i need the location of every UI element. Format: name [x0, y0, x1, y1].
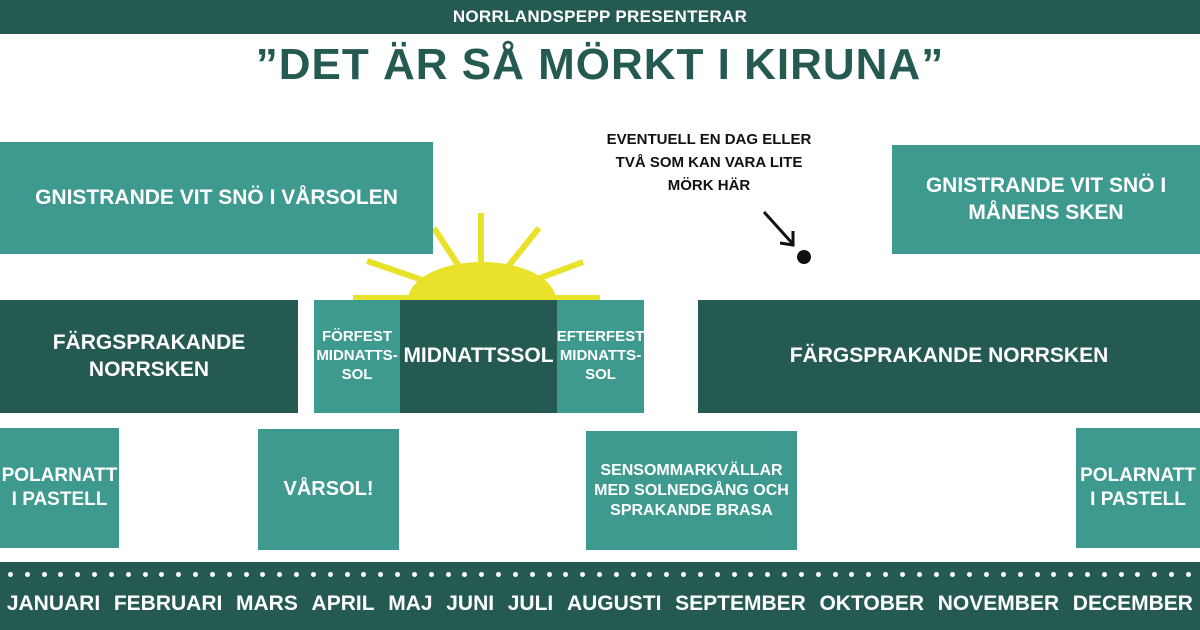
- timeline-dot: [547, 572, 552, 577]
- timeline-dot: [277, 572, 282, 577]
- timeline-dot: [42, 572, 47, 577]
- timeline-dot: [25, 572, 30, 577]
- timeline-dot: [479, 572, 484, 577]
- snow-moon-label: GNISTRANDE VIT SNÖ I MÅNENS SKEN: [925, 174, 1167, 224]
- polar-night-right-label: POLARNATT I PASTELL: [1080, 465, 1196, 510]
- timeline-dot: [513, 572, 518, 577]
- timeline-dot: [126, 572, 131, 577]
- timeline-dot: [849, 572, 854, 577]
- timeline-dot: [311, 572, 316, 577]
- timeline-dot: [260, 572, 265, 577]
- timeline-dot: [631, 572, 636, 577]
- timeline-dot: [917, 572, 922, 577]
- timeline-dot: [748, 572, 753, 577]
- timeline-dot: [1119, 572, 1124, 577]
- timeline-dot: [732, 572, 737, 577]
- timeline-dot: [580, 572, 585, 577]
- late-summer-label: SENSOMMARKVÄLLAR MED SOLNEDGÅNG OCH SPRAKANDE BRASA: [594, 461, 789, 519]
- late-summer-box: [586, 431, 797, 550]
- month-label: OKTOBER: [819, 592, 925, 615]
- timeline-dot: [866, 572, 871, 577]
- timeline-dot: [984, 572, 989, 577]
- month-label: APRIL: [311, 592, 375, 615]
- post-midnight-sun-box: [557, 300, 644, 413]
- timeline-dot: [395, 572, 400, 577]
- timeline-dot: [294, 572, 299, 577]
- timeline-dot: [883, 572, 888, 577]
- timeline-dot: [193, 572, 198, 577]
- month-label: JANUARI: [6, 592, 101, 615]
- timeline-dot: [1169, 572, 1174, 577]
- timeline-dot: [799, 572, 804, 577]
- timeline-dot: [647, 572, 652, 577]
- snow-spring-label: GNISTRANDE VIT SNÖ I VÅRSOLEN: [35, 185, 398, 209]
- timeline-dot: [681, 572, 686, 577]
- timeline-dot: [361, 572, 366, 577]
- midnight-sun-box: [400, 300, 557, 413]
- timeline-dot: [143, 572, 148, 577]
- snow-moon-box: [892, 145, 1200, 254]
- timeline-dot: [92, 572, 97, 577]
- timeline-dot: [950, 572, 955, 577]
- dark-note: EVENTUELL EN DAG ELLER TVÅ SOM KAN VARA LITE MÖRK HÄR: [606, 131, 812, 194]
- timeline-dot: [496, 572, 501, 577]
- timeline-dot: [1051, 572, 1056, 577]
- polar-night-right-box: [1076, 428, 1200, 548]
- timeline-dot: [210, 572, 215, 577]
- timeline-dot: [1018, 572, 1023, 577]
- timeline-dot: [462, 572, 467, 577]
- timeline-dot: [967, 572, 972, 577]
- marker-dot: [797, 250, 811, 264]
- timeline-dot: [900, 572, 905, 577]
- timeline-dot: [446, 572, 451, 577]
- spring-sun-label: VÅRSOL!: [283, 478, 374, 500]
- timeline-dot: [597, 572, 602, 577]
- timeline-dots: [0, 572, 1200, 582]
- timeline-dot: [833, 572, 838, 577]
- timeline-dot: [176, 572, 181, 577]
- timeline-dot: [378, 572, 383, 577]
- timeline-dot: [429, 572, 434, 577]
- timeline-dot: [345, 572, 350, 577]
- timeline-dot: [1152, 572, 1157, 577]
- aurora-right-label: FÄRGSPRAKANDE NORRSKEN: [789, 344, 1109, 368]
- timeline-dot: [1068, 572, 1073, 577]
- arrow-icon: [764, 212, 811, 264]
- timeline-dot: [8, 572, 13, 577]
- timeline-dot: [563, 572, 568, 577]
- timeline-dot: [1001, 572, 1006, 577]
- timeline-dot: [715, 572, 720, 577]
- timeline-dot: [109, 572, 114, 577]
- pre-midnight-sun-label: FÖRFEST MIDNATTS-SOL: [316, 328, 398, 383]
- month-label: FEBRUARI: [113, 592, 223, 615]
- month-label: AUGUSTI: [566, 592, 662, 615]
- timeline-dot: [664, 572, 669, 577]
- post-midnight-sun-label: EFTERFEST MIDNATTS-SOL: [556, 328, 645, 383]
- timeline-dot: [227, 572, 232, 577]
- spring-sun-box: [258, 429, 399, 550]
- timeline-dot: [412, 572, 417, 577]
- timeline-dot: [328, 572, 333, 577]
- presenter-text: NORRLANDSPEPP PRESENTERAR: [452, 7, 748, 26]
- aurora-left-box: [0, 300, 298, 413]
- timeline-dot: [782, 572, 787, 577]
- month-label: JULI: [507, 592, 554, 615]
- month-label: JUNI: [446, 592, 495, 615]
- timeline-dot: [530, 572, 535, 577]
- pre-midnight-sun-box: [314, 300, 400, 413]
- timeline-dot: [1135, 572, 1140, 577]
- polar-night-left-label: POLARNATT I PASTELL: [1, 465, 118, 510]
- midnight-sun-label: MIDNATTSSOL: [403, 344, 554, 368]
- timeline-dot: [1035, 572, 1040, 577]
- month-label: MAJ: [388, 592, 433, 615]
- aurora-right-box: [698, 300, 1200, 413]
- month-label: MARS: [236, 592, 298, 615]
- timeline-dot: [244, 572, 249, 577]
- timeline-dot: [1085, 572, 1090, 577]
- month-label: NOVEMBER: [937, 592, 1060, 615]
- month-list: [0, 588, 1200, 620]
- month-label: DECEMBER: [1072, 592, 1193, 615]
- page-title: ”DET ÄR SÅ MÖRKT I KIRUNA”: [255, 40, 945, 89]
- timeline-dot: [934, 572, 939, 577]
- aurora-left-label: FÄRGSPRAKANDE NORRSKEN: [52, 331, 246, 381]
- timeline-dot: [1102, 572, 1107, 577]
- timeline-dot: [614, 572, 619, 577]
- timeline-dot: [159, 572, 164, 577]
- snow-spring-box: [0, 142, 433, 254]
- timeline-dot: [698, 572, 703, 577]
- polar-night-left-box: [0, 428, 119, 548]
- timeline-dot: [75, 572, 80, 577]
- timeline-dot: [1186, 572, 1191, 577]
- sun-disc: [408, 262, 556, 300]
- timeline-dot: [765, 572, 770, 577]
- month-label: SEPTEMBER: [675, 592, 806, 615]
- timeline-dot: [816, 572, 821, 577]
- timeline-dot: [58, 572, 63, 577]
